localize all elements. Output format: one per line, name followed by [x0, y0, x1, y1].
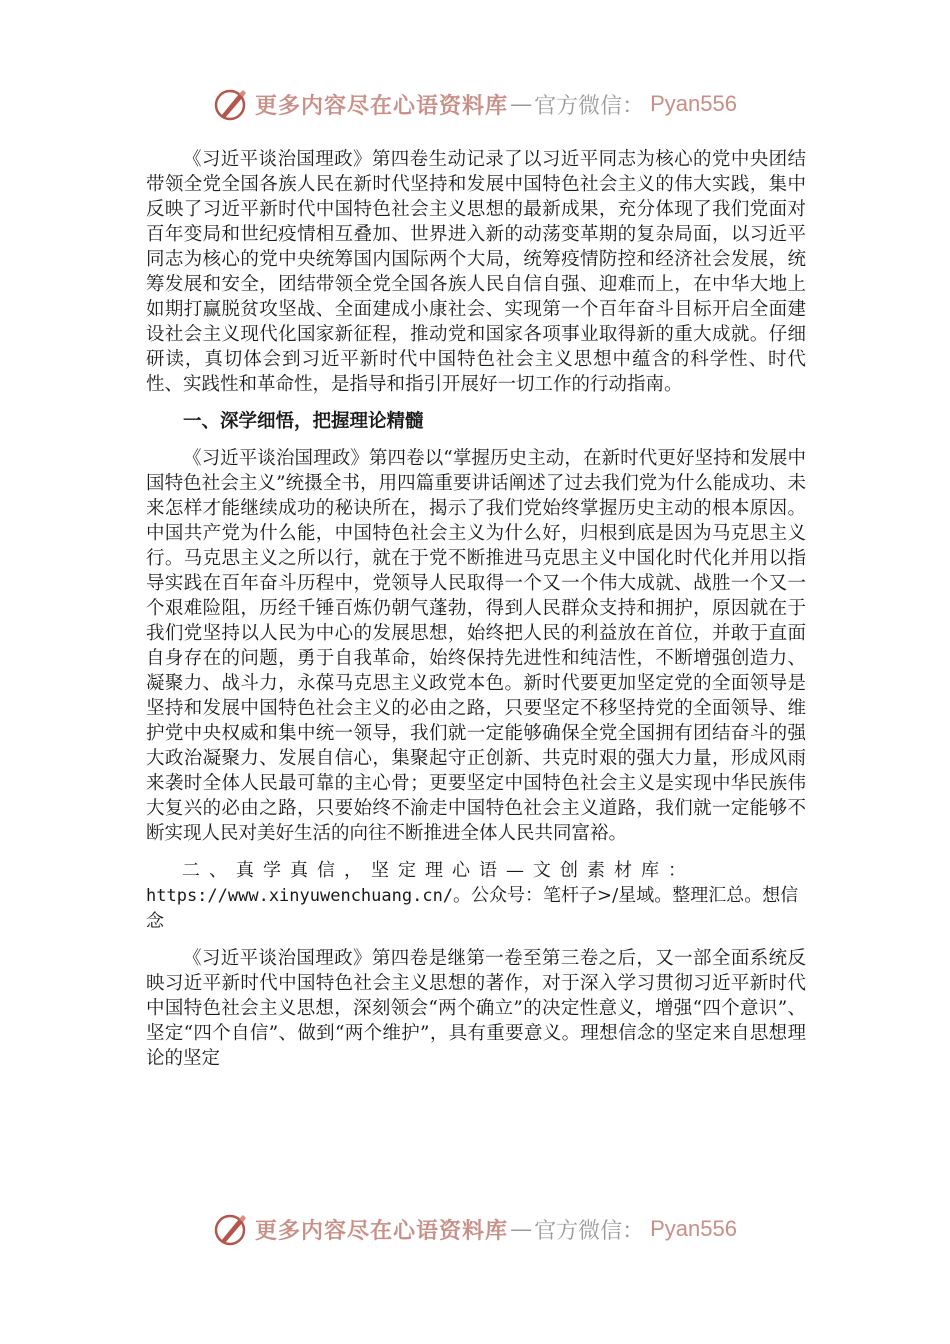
- section-heading-1: 一、深学细悟，把握理论精髓: [183, 411, 424, 432]
- section-heading-2: [146, 858, 806, 934]
- heading-2-prefix: 二、真学真信，坚定理心语—文创素材库：: [182, 860, 695, 881]
- article-body: [146, 147, 806, 1071]
- heading-2-url[interactable]: https://www.xinyuwenchuang.cn/: [146, 886, 454, 906]
- header-banner: [0, 84, 950, 124]
- heading-2-tail: 。公众号：笔杆子>/星域。整理汇总。想信念: [146, 885, 799, 932]
- banner-contact-label: 官方微信：: [534, 93, 645, 119]
- footer-banner: [0, 1209, 950, 1249]
- pen-logo-icon: [213, 86, 249, 122]
- banner-separator: —: [510, 91, 533, 117]
- banner-title: 更多内容尽在心语资料库: [255, 1217, 509, 1244]
- paragraph-intro: 《习近平谈治国理政》第四卷生动记录了以习近平同志为核心的党中央团结带领全党全国各族人民在新时代坚持和发展中国特色社会主义的伟大实践，集中反映了习近平新时代中国特色社会主义思想的最新成果，充分体现了我们党面对百年变局和世纪疫情相互叠加、世界进入新的动荡变革期的复杂局面，以习近平同志为核心的党中央统筹国内国际两个大局，统筹疫情防控和经济社会发展，统筹发展和安全，团结带领全党全国各族人民自信自强、迎难而上，在中华大地上如期打赢脱贫攻坚战、全面建成小康社会、实现第一个百年奋斗目标开启全面建设社会主义现代化国家新征程，推动党和国家各项事业取得新的重大成就。仔细研读，真切体会到习近平新时代中国特色社会主义思想中蕴含的科学性、时代性、实践性和革命性，是指导和指引开展好一切工作的行动指南。: [146, 149, 806, 395]
- banner-separator: —: [510, 1216, 533, 1242]
- pen-logo-icon: [213, 1211, 249, 1247]
- paragraph-section-2: 《习近平谈治国理政》第四卷是继第一卷至第三卷之后，又一部全面系统反映习近平新时代中国特色社会主义思想的著作，对于深入学习贯彻习近平新时代中国特色社会主义思想，深刻领会“两个确立”的决定性意义，增强“四个意识”、坚定“四个自信”、做到“两个维护”，具有重要意义。理想信念的坚定来自思想理论的坚定: [146, 948, 806, 1069]
- banner-contact-id: Pyan556: [650, 91, 737, 116]
- banner-contact-id: Pyan556: [650, 1216, 737, 1241]
- banner-contact-label: 官方微信：: [534, 1218, 645, 1244]
- paragraph-section-1: 《习近平谈治国理政》第四卷以“掌握历史主动，在新时代更好坚持和发展中国特色社会主义”统摄全书，用四篇重要讲话阐述了过去我们党为什么能成功、未来怎样才能继续成功的秘诀所在，揭示了我们党始终掌握历史主动的根本原因。中国共产党为什么能，中国特色社会主义为什么好，归根到底是因为马克思主义行。马克思主义之所以行，就在于党不断推进马克思主义中国化时代化并用以指导实践在百年奋斗历程中，党领导人民取得一个又一个伟大成就、战胜一个又一个艰难险阻，历经千锤百炼仍朝气蓬勃，得到人民群众支持和拥护，原因就在于我们党坚持以人民为中心的发展思想，始终把人民的利益放在首位，并敢于直面自身存在的问题，勇于自我革命，始终保持先进性和纯洁性，不断增强创造力、凝聚力、战斗力，永葆马克思主义政党本色。新时代要更加坚定党的全面领导是坚持和发展中国特色社会主义的必由之路，只要坚定不移坚持党的全面领导、维护党中央权威和集中统一领导，我们就一定能够确保全党全国拥有团结奋斗的强大政治凝聚力、发展自信心，集聚起守正创新、共克时艰的强大力量，形成风雨来袭时全体人民最可靠的主心骨；更要坚定中国特色社会主义是实现中华民族伟大复兴的必由之路，只要始终不渝走中国特色社会主义道路，我们就一定能够不断实现人民对美好生活的向往不断推进全体人民共同富裕。: [146, 448, 806, 844]
- banner-title: 更多内容尽在心语资料库: [255, 92, 509, 119]
